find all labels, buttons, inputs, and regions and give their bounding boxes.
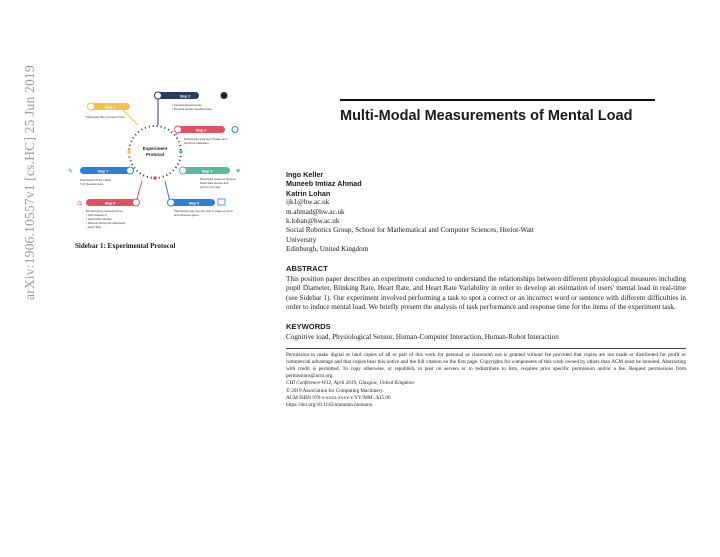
isbn-line: ACM ISBN 978-x-xxxx-xxxx-x/YY/MM...$15.00 bbox=[286, 394, 391, 401]
conference-info: CHI Conference-W12, April 2019, Glasgow, United Kingdom bbox=[286, 380, 414, 387]
author-email: m.ahmad@hw.ac.uk bbox=[286, 207, 345, 216]
svg-text:and sentence game.: and sentence game. bbox=[174, 213, 200, 217]
step-6-text: Mental load is measured from: bbox=[86, 209, 124, 213]
center-label: Experiment bbox=[142, 146, 168, 151]
author-block bbox=[286, 170, 686, 255]
step-1-label: Step 1 bbox=[104, 105, 116, 110]
author-email: k.lohan@hw.ac.uk bbox=[286, 217, 340, 226]
step-4-label: Step 4 bbox=[201, 169, 213, 174]
step-4-text: Participant wears conference bbox=[200, 177, 237, 181]
affiliation-line: Edinburgh, United Kingdom bbox=[286, 245, 369, 254]
abstract-text: This position paper describes an experiment conducted to understand the relationships between different physiological measures including pupil Diameter, Blinking Rate, Heart Rate, and Heart Rate Variability in order to develop an estimation of users' mental load in real-time (see Sidebar 1). Our experiment involved performing a task to spot a correct or an incorrect word or sentence with different difficulties in order to induce mental load. We briefly present the analysis of task performance and response time for the items of the experiment task. bbox=[286, 275, 686, 312]
svg-text:• Physical Activity Questionna: • Physical Activity Questionnaire bbox=[172, 107, 212, 111]
step-6-label: Step 6 bbox=[104, 201, 116, 206]
keywords-text: Cognitive load, Physiological Sensor, Human-Computer Interaction, Human-Robot Interaction bbox=[286, 333, 559, 342]
step-1 bbox=[86, 103, 138, 125]
step-2 bbox=[155, 92, 228, 125]
step-3 bbox=[175, 126, 239, 145]
author-name: Muneeb Imtiaz Ahmad bbox=[286, 179, 362, 189]
arxiv-stamp: arXiv:1906.10557v1 [cs.HC] 25 Jun 2019 bbox=[22, 65, 37, 300]
step-5-text: Participants play spot the real or made up word bbox=[174, 209, 233, 213]
step-2-label: Step 2 bbox=[179, 94, 191, 99]
step-6 bbox=[77, 181, 142, 229]
step-2-text: • General Questionnaire bbox=[172, 103, 202, 107]
affiliation-line: University bbox=[286, 235, 317, 244]
author-name: Ingo Keller bbox=[286, 170, 324, 179]
permission-block bbox=[286, 348, 686, 410]
svg-text:perform the task.: perform the task. bbox=[200, 185, 221, 189]
step-6-scale-icon: ⚖ bbox=[77, 201, 83, 207]
title-rule bbox=[340, 99, 655, 101]
svg-text:TLX Questionnaire: TLX Questionnaire bbox=[80, 182, 104, 186]
step-5 bbox=[165, 181, 233, 217]
abstract-heading: ABSTRACT bbox=[286, 263, 328, 273]
step-7-label: Step 7 bbox=[97, 169, 109, 174]
svg-text:• Robocor during the participa: • Robocor during the participant bbox=[86, 221, 126, 225]
author-name: Katrin Lohan bbox=[286, 188, 331, 198]
step-3-label: Step 3 bbox=[195, 128, 207, 133]
doi-link[interactable]: https://doi.org/10.1145/nnnnnnn.nnnnnnn bbox=[286, 401, 373, 408]
step-3-text: Participants wear Eye Tracker and bbox=[184, 137, 227, 141]
paper-title: Multi-Modal Measurements of Mental Load bbox=[340, 108, 633, 124]
svg-text:performs calibration.: performs calibration. bbox=[184, 141, 210, 145]
svg-text:• Heart Task: • Heart Task bbox=[86, 225, 102, 229]
copyright-line: © 2019 Association for Computing Machinery. bbox=[286, 387, 384, 394]
step-7-text: Participants fill the NASA bbox=[80, 178, 112, 182]
step-5-screen-icon bbox=[218, 199, 225, 205]
center-label-line2: Protocol bbox=[145, 152, 165, 157]
author-email: ijk1@hw.ac.uk bbox=[286, 198, 330, 207]
paper-body bbox=[286, 170, 686, 409]
affiliation-line: Social Robotics Group, School for Mathematical and Computer Sciences, Heriot-Watt bbox=[286, 226, 534, 235]
svg-text:Heart Rate Device and: Heart Rate Device and bbox=[200, 181, 229, 185]
svg-text:• Tobii Glasses 2,: • Tobii Glasses 2, bbox=[86, 213, 108, 217]
step-7-pen-icon: ✎ bbox=[68, 169, 74, 175]
keywords-heading: KEYWORDS bbox=[286, 321, 331, 331]
experiment-protocol-figure bbox=[60, 85, 250, 235]
step-4 bbox=[180, 167, 241, 189]
sidebar-caption: Sidebar 1: Experimental Protocol bbox=[75, 242, 176, 250]
permission-text: Permission to make digital or hard copies of all or part of this work for personal or classroom use is granted without fee provided that copies are not made or distributed for profit or commercial advantage and that copies bear this notice and the full citation on the first page. Copyrights for components of this work owned by others than ACM must be honored. Abstracting with credit is permitted. To copy otherwise, or republish, to post on servers or to redistribute to lists, requires prior specific permission and/or a fee. Request permissions from permissions@acm.org. bbox=[286, 351, 686, 380]
step-5-label: Step 5 bbox=[188, 201, 200, 206]
step-1-text: Participant fills a Consent Form bbox=[86, 115, 125, 119]
step-4-heart-icon: ♥ bbox=[236, 168, 241, 175]
step-7 bbox=[68, 167, 134, 186]
svg-text:• Heart-Rate Monitor,: • Heart-Rate Monitor, bbox=[86, 217, 113, 221]
